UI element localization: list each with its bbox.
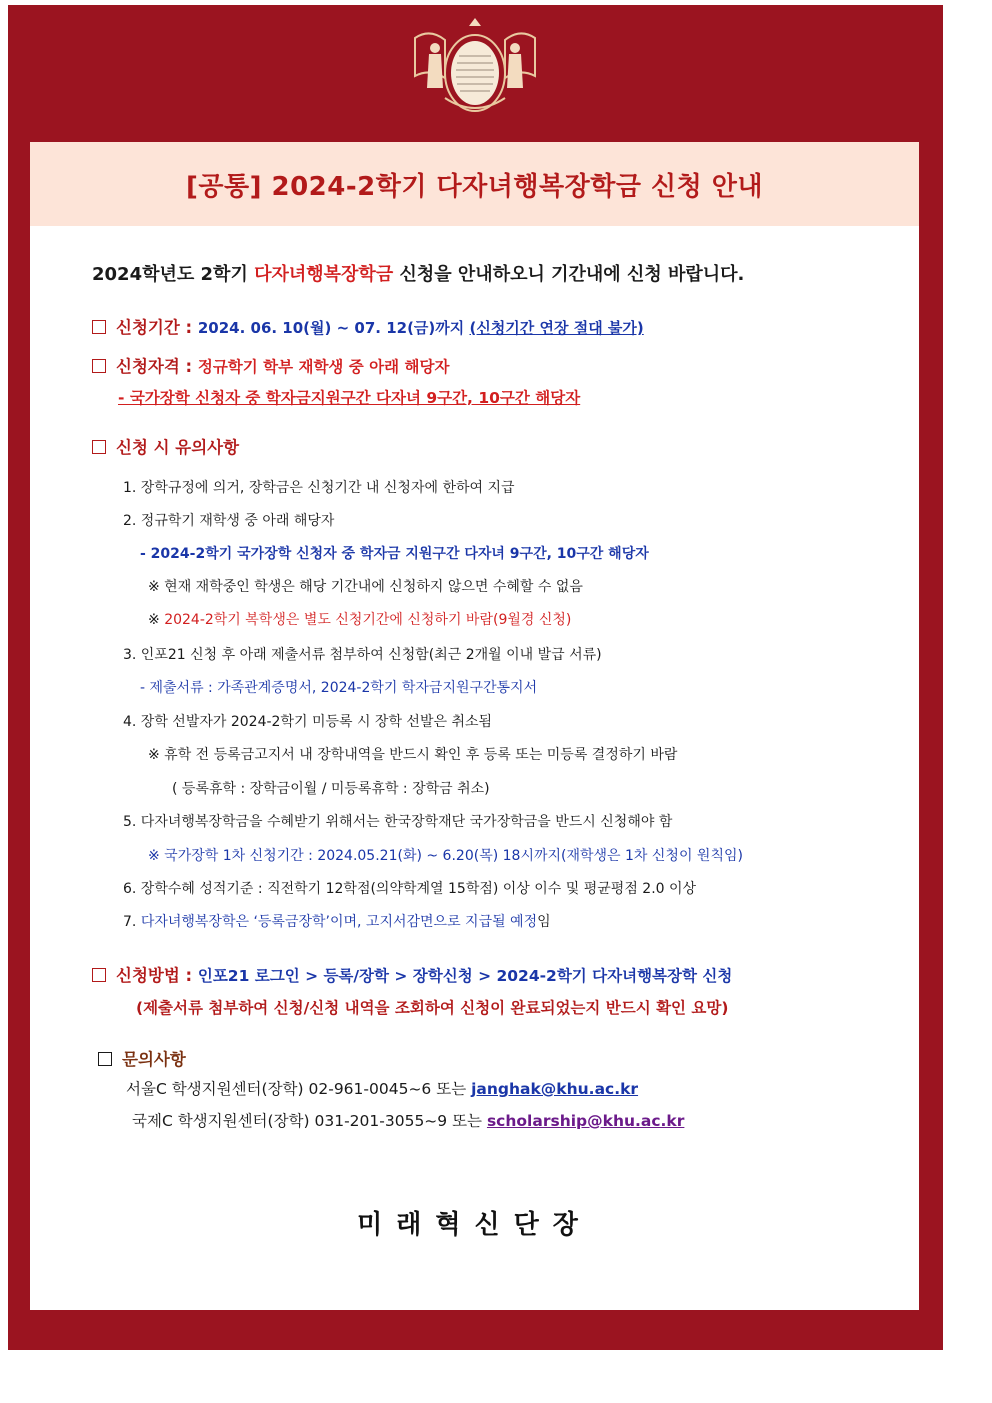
global-email-link[interactable]: scholarship@khu.ac.kr: [486, 1112, 685, 1130]
method-label: 신청방법 :: [116, 966, 198, 985]
university-emblem: [405, 18, 545, 123]
method-note: (제출서류 첨부하여 신청/신청 내역을 조회하여 신청이 완료되었는지 반드시 확인 요망): [136, 999, 729, 1017]
note-4: 4. 장학 선발자가 2024-2학기 미등록 시 장학 선발은 취소됨: [123, 714, 493, 730]
ref-mark: ※: [148, 612, 165, 628]
seoul-email-link[interactable]: janghak@khu.ac.kr: [471, 1080, 639, 1098]
method-line: [92, 962, 732, 986]
intro-before: 2024학년도 2학기: [92, 264, 255, 285]
note-2-ref-2-text: 2024-2학기 복학생은 별도 신청기간에 신청하기 바람(9월경 신청): [164, 612, 572, 628]
period-note: (신청기간 연장 절대 불가): [469, 319, 644, 337]
eligibility-value: 정규학기 학부 재학생 중 아래 해당자: [197, 358, 450, 376]
note-2: 2. 정규학기 재학생 중 아래 해당자: [123, 513, 335, 529]
note-2-sub: - 2024-2학기 국가장학 신청자 중 학자금 지원구간 다자녀 9구간, 10구간 해당자: [140, 546, 649, 562]
note-7-suffix: 임: [537, 914, 551, 930]
intro-line: [92, 260, 744, 286]
contact-global-text: 국제C 학생지원센터(장학) 031-201-3055~9 또는: [132, 1112, 487, 1130]
period-line: [92, 314, 644, 338]
contact-global: [132, 1109, 684, 1131]
eligibility-detail: - 국가장학 신청자 중 학자금지원구간 다자녀 9구간, 10구간 해당자: [118, 389, 581, 407]
contact-heading-line: [98, 1046, 186, 1070]
note-7-text: 다자녀행복장학은 ‘등록금장학’이며, 고지서감면으로 지급될 예정: [140, 914, 538, 930]
note-5: 5. 다자녀행복장학금을 수혜받기 위해서는 한국장학재단 국가장학금을 반드시 신청해야 함: [123, 814, 673, 830]
period-label: 신청기간 :: [116, 318, 198, 337]
checkbox-square-icon: [92, 359, 106, 373]
contact-seoul: [126, 1077, 638, 1099]
note-1: 1. 장학규정에 의거, 장학금은 신청기간 내 신청자에 한하여 지급: [123, 480, 515, 496]
eligibility-line: [92, 353, 449, 377]
contact-seoul-text: 서울C 학생지원센터(장학) 02-961-0045~6 또는: [126, 1080, 472, 1098]
title-band: [30, 142, 919, 226]
note-2-ref-2: [148, 609, 571, 629]
notes-heading-line: [92, 434, 239, 458]
contact-heading: 문의사항: [122, 1050, 186, 1069]
note-3-sub: - 제출서류 : 가족관계증명서, 2024-2학기 학자금지원구간통지서: [140, 680, 538, 696]
checkbox-square-icon: [92, 440, 106, 454]
notice-card: [30, 142, 919, 1310]
checkbox-square-icon: [92, 968, 106, 982]
note-7: [123, 911, 551, 931]
period-value: 2024. 06. 10(월) ~ 07. 12(금)까지: [197, 319, 470, 337]
note-2-ref-1: ※ 현재 재학중인 학생은 해당 기간내에 신청하지 않으면 수혜할 수 없음: [148, 579, 583, 595]
signature: 미래혁신단장: [357, 1210, 592, 1240]
note-7-number: 7.: [123, 914, 141, 930]
note-4-ref-2: ( 등록휴학 : 장학금이월 / 미등록휴학 : 장학금 취소): [172, 781, 490, 797]
checkbox-square-icon: [98, 1052, 112, 1066]
note-4-ref: ※ 휴학 전 등록금고지서 내 장학내역을 반드시 확인 후 등록 또는 미등록 결정하기 바람: [148, 747, 678, 763]
intro-after: 신청을 안내하오니 기간내에 신청 바랍니다.: [393, 264, 745, 285]
checkbox-square-icon: [92, 320, 106, 334]
note-3: 3. 인포21 신청 후 아래 제출서류 첨부하여 신청함(최근 2개월 이내 발급 서류): [123, 647, 602, 663]
method-value: 인포21 로그인 > 등록/장학 > 장학신청 > 2024-2학기 다자녀행복장학 신청: [197, 967, 733, 985]
note-5-ref: ※ 국가장학 1차 신청기간 : 2024.05.21(화) ~ 6.20(목) 18시까지(재학생은 1차 신청이 원칙임): [148, 848, 743, 864]
eligibility-label: 신청자격 :: [116, 357, 198, 376]
notice-title: [공통] 2024-2학기 다자녀행복장학금 신청 안내: [185, 171, 764, 202]
intro-highlight: 다자녀행복장학금: [254, 264, 394, 285]
notes-heading: 신청 시 유의사항: [116, 438, 240, 457]
note-6: 6. 장학수혜 성적기준 : 직전학기 12학점(의약학계열 15학점) 이상 이수 및 평균평점 2.0 이상: [123, 881, 697, 897]
